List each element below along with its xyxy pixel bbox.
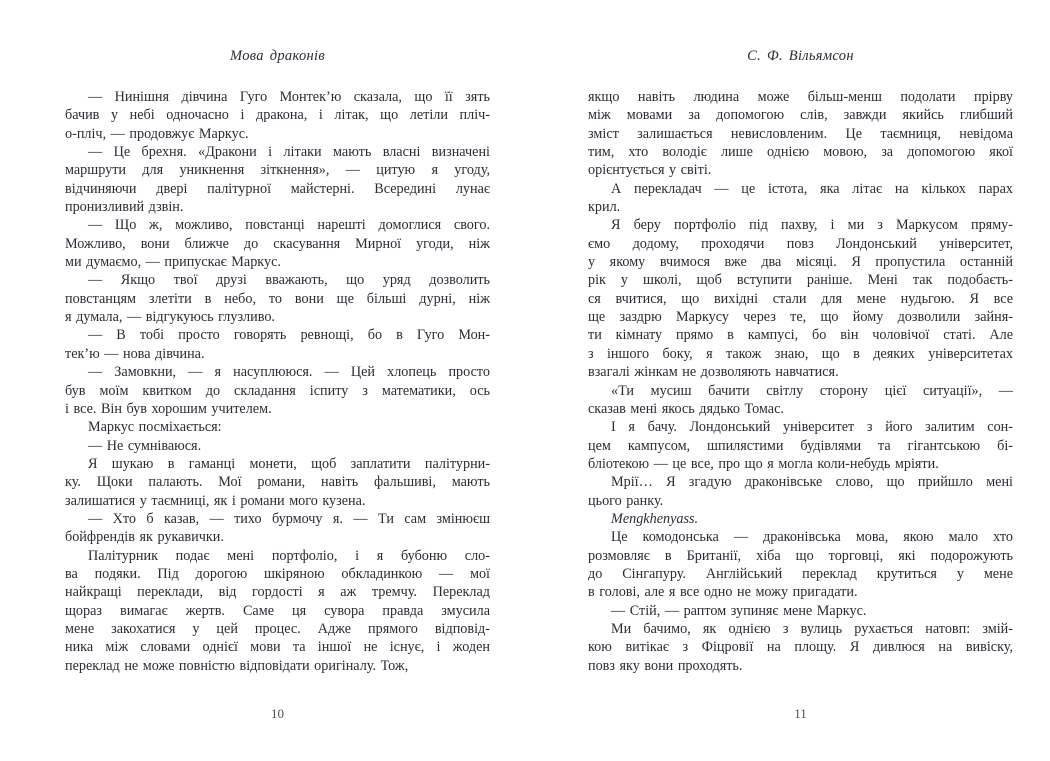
text-line: бачив у небі одночасно і дракона, і літак, що летіли пліч- <box>65 107 490 124</box>
text-line: Я шукаю в гаманці монети, щоб заплатити палітурни- <box>88 455 490 472</box>
page-body-left <box>65 88 490 675</box>
page-number-left: 10 <box>271 706 284 721</box>
text-line: з іншого боку, я також знаю, що в деяких університетах <box>588 345 1013 362</box>
page-body-right <box>588 88 1013 675</box>
text-line: Mengkhenyass. <box>611 510 699 527</box>
paragraph <box>588 418 1013 473</box>
text-line: — Якщо твої друзі вважають, що уряд дозволить <box>88 272 490 289</box>
text-line: бліотекою — це все, про що я могла коли-небудь мріяти. <box>588 455 939 472</box>
text-line: Можливо, вони ближче до скасування Мирної угоди, ніж <box>65 235 490 252</box>
text-line: був моїм квитком до складання іспиту з математики, ось <box>65 382 490 399</box>
text-line: ника між словами однієї мови та іншої не існує, і жоден <box>65 639 490 656</box>
paragraph <box>588 216 1013 381</box>
text-line: ти кімнату прямо в кампусі, бо він чоловічої статі. Але <box>588 327 1013 344</box>
text-line: — Нинішня дівчина Гуго Монтек’ю сказала, що її зять <box>88 89 490 105</box>
paragraph <box>65 88 490 143</box>
paragraph <box>588 528 1013 601</box>
text-line: цього ранку. <box>588 492 664 509</box>
text-line: взагалі жінкам не дозволяють навчатися. <box>588 364 839 381</box>
text-line: ва подяки. Під дорогою шкіряною обкладинкою — мої <box>65 565 490 582</box>
text-line: А перекладач — це істота, яка літає на кількох парах <box>611 180 1013 197</box>
text-line: мене закохатися у цей процес. Адже прямого відповід- <box>65 620 490 637</box>
text-line: орієнтується у світі. <box>588 162 712 179</box>
text-line: маршрути для уникнення зіткнення», — цитую я угоду, <box>65 162 490 179</box>
text-line: — Хто б казав, — тихо бурмочу я. — Ти сам змінюєш <box>88 510 490 527</box>
text-line: І я бачу. Лондонський університет з його залитим сон- <box>611 419 1013 436</box>
text-line: кою витікає з Фіцровії на площу. Я дивлюся на вивіску, <box>588 639 1013 656</box>
text-line: — Це брехня. «Дракони і літаки мають власні визначені <box>88 144 490 161</box>
text-line: — В тобі просто говорять ревнощі, бо в Гуго Мон- <box>88 327 490 344</box>
text-line: Маркус посміхається: <box>88 419 222 436</box>
page-number-right: 11 <box>794 706 807 721</box>
paragraph <box>65 547 490 675</box>
text-line: — Не сумніваюся. <box>88 437 202 454</box>
text-line: і все. Він був хорошим учителем. <box>65 400 272 417</box>
text-line: ще заздрю Маркусу через те, що йому дозволили зайня- <box>588 309 1013 326</box>
text-line: ку. Щоки палають. Мої романи, навіть фальшиві, мають <box>65 474 490 491</box>
text-line: цем кампусом, шпилястими будівлями та гігантською бі- <box>588 437 1013 454</box>
page-right <box>588 0 1013 761</box>
page-left <box>65 0 490 761</box>
text-line: я думала, — відгукуюсь глузливо. <box>65 309 275 326</box>
text-line: Мрії… Я згадую драконівське слово, що прийшло мені <box>611 474 1013 491</box>
text-line: найкращі переклади, від гордості я аж тремчу. Переклад <box>65 584 490 601</box>
text-line: тим, хто володіє лише однією мовою, за допомогою якої <box>588 144 1013 161</box>
text-line: залишатися у таємниці, як і романи мого кузена. <box>65 492 366 509</box>
paragraph <box>65 216 490 271</box>
text-line: ся вчитися, що вихідні стали для мене нудьгою. Я все <box>588 290 1013 307</box>
text-line: пронизливий дзвін. <box>65 199 184 216</box>
paragraph <box>588 602 1013 620</box>
paragraph <box>65 437 490 455</box>
text-line: о-пліч, — продовжує Маркус. <box>65 125 249 142</box>
text-line: — Що ж, можливо, повстанці нарешті домоглися свого. <box>88 217 490 234</box>
text-line: тек’ю — нова дівчина. <box>65 345 205 362</box>
paragraph <box>65 271 490 326</box>
text-line: Ми бачимо, як однією з вулиць рухається натовп: змій- <box>611 620 1013 637</box>
paragraph <box>588 620 1013 675</box>
text-line: повстанцям злетіти в небо, то вони ще більші дурні, ніж <box>65 290 490 307</box>
text-line: Це комодонська — драконівська мова, якою мало хто <box>611 529 1013 546</box>
text-line: до Сінгапуру. Англійський переклад крутиться у мене <box>588 565 1013 582</box>
paragraph <box>588 382 1013 419</box>
text-line: Я беру портфоліо під пахву, і ми з Маркусом пряму- <box>611 217 1013 234</box>
text-line: ми думаємо, — припускає Маркус. <box>65 254 281 271</box>
paragraph <box>65 510 490 547</box>
text-line: між мовами за допомогою слів, завжди якийсь глибший <box>588 107 1013 124</box>
text-line: в голові, але я все одно не можу пригадати. <box>588 584 858 601</box>
paragraph <box>65 363 490 418</box>
text-line: розмовляє в Британії, хіба що торговці, які подорожують <box>588 547 1013 564</box>
paragraph <box>588 88 1013 180</box>
text-line: зміст залишається невисловленим. Це таємниця, невідома <box>588 125 1013 142</box>
running-header-left: Мова драконів <box>230 48 325 64</box>
text-line: щораз вимагає жертв. Саме ця сувора правда змусила <box>65 602 490 619</box>
paragraph <box>65 455 490 510</box>
text-line: відчиняючи двері палітурної майстерні. Всередині лунає <box>65 180 490 197</box>
paragraph <box>65 418 490 436</box>
running-header-right: С. Ф. Вільямсон <box>747 48 854 64</box>
text-line: сказав мені якось дядько Томас. <box>588 400 784 417</box>
text-line: повз яку вони проходять. <box>588 657 743 674</box>
text-line: у якому вчимося вже два місяці. Я пропустила останній <box>588 254 1013 271</box>
text-line: переклад не може повністю відповідати оригіналу. Тож, <box>65 657 409 674</box>
text-line: якщо навіть людина може більш-менш подолати прірву <box>588 89 1013 105</box>
text-line: Палітурник подає мені портфоліо, і я бубоню сло- <box>88 547 490 564</box>
paragraph <box>65 143 490 216</box>
text-line: ємо додому, проходячи повз Лондонський університет, <box>588 235 1013 252</box>
text-line: — Стій, — раптом зупиняє мене Маркус. <box>611 602 867 619</box>
text-line: «Ти мусиш бачити світлу сторону цієї ситуації», — <box>611 382 1013 399</box>
paragraph <box>65 326 490 363</box>
paragraph <box>588 510 1013 528</box>
paragraph <box>588 180 1013 217</box>
text-line: — Замовкни, — я насуплююся. — Цей хлопець просто <box>88 364 490 381</box>
text-line: бойфрендів як рукавички. <box>65 529 224 546</box>
text-line: крил. <box>588 199 621 216</box>
paragraph <box>588 473 1013 510</box>
text-line: рік у школі, щоб вступити раніше. Мені так подобаєть- <box>588 272 1013 289</box>
